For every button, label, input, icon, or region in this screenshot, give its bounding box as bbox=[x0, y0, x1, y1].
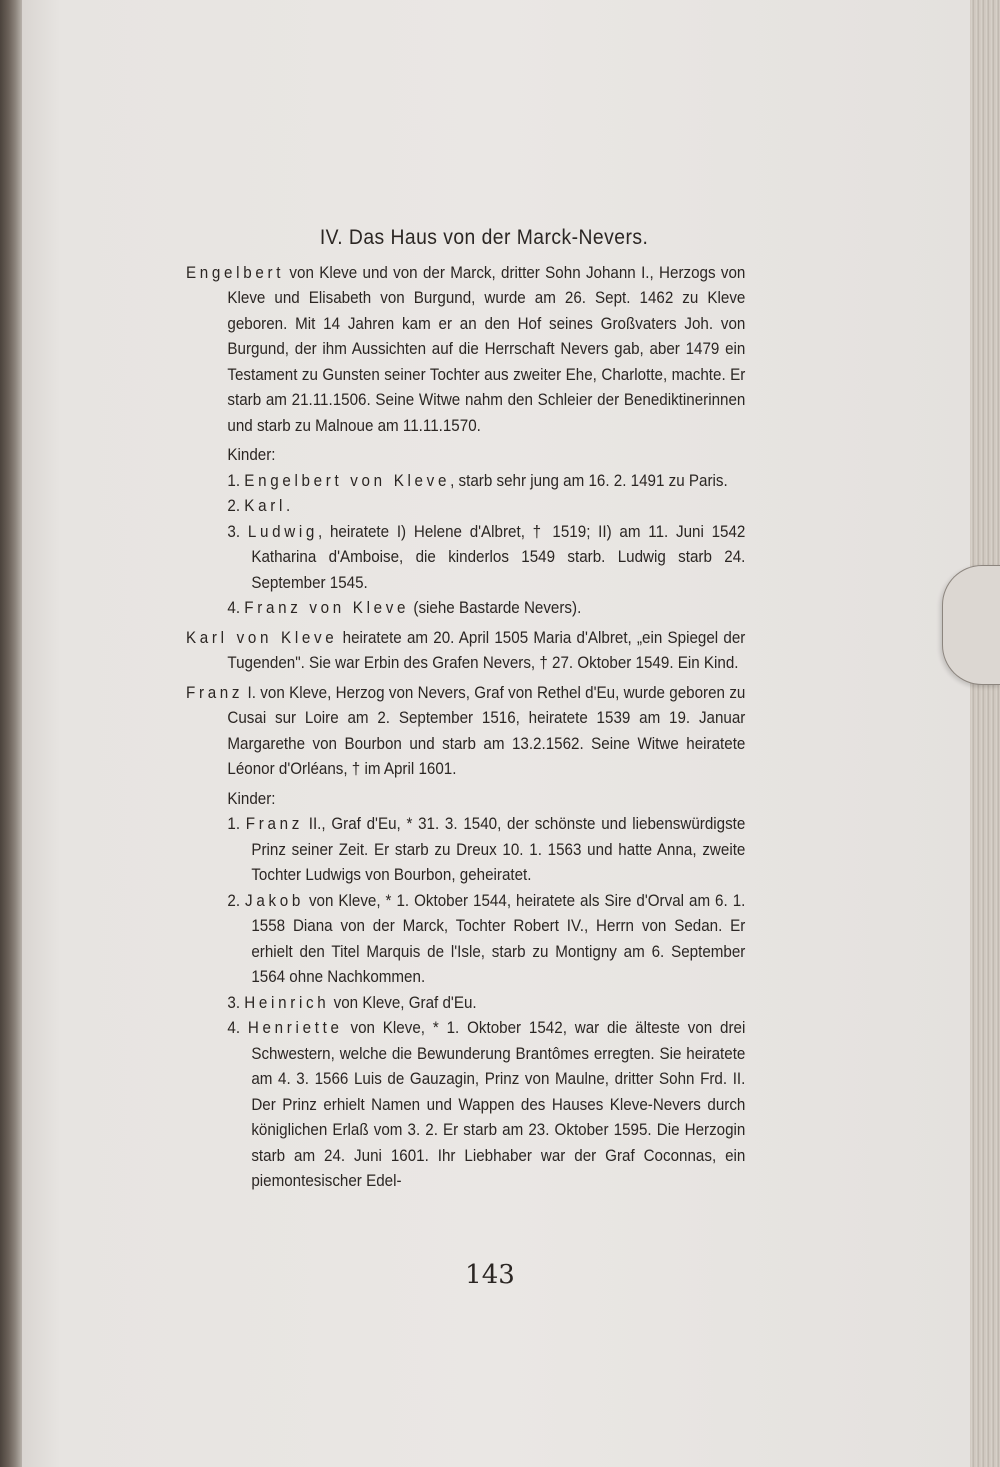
item-name: Franz bbox=[245, 815, 304, 833]
item-number: 2. bbox=[227, 891, 241, 910]
entry-text: I. von Kleve, Herzog von Nevers, Graf von Rethel d'Eu, wurde geboren zu Cusai sur Loire am 2. September 1516, heiratete 1539 am 19. Januar Margarethe von Bourbon und starb am 13.2.1562. Seine Witwe heiratete Léonor d'Orléans, † im April 1601. bbox=[227, 683, 746, 778]
item-text: von Kleve, Graf d'Eu. bbox=[329, 993, 477, 1012]
entry-text: von Kleve und von der Marck, dritter Sohn Johann I., Herzogs von Kleve und Elisabeth von Burgund, wurde am 26. Sept. 1462 zu Kleve geboren. Mit 14 Jahren kam er an den Hof seines Großvaters Joh. von Burgund, der ihm Aussichten auf die Herrschaft Nevers gab, aber 1479 ein Testament zu Gunsten seiner Tochter aus zweiter Ehe, Charlotte, machte. Er starb am 21.11.1506. Seine Witwe nahm den Schleier der Benediktinerinnen und starb zu Malnoue am 11.11.1570. bbox=[227, 263, 746, 435]
item-number: 3. bbox=[227, 522, 241, 541]
entry-karl bbox=[186, 626, 745, 677]
book-binding bbox=[0, 0, 22, 1467]
item-name: Karl bbox=[244, 497, 287, 515]
item-number: 4. bbox=[227, 1019, 241, 1037]
list-item bbox=[186, 520, 745, 597]
list-item bbox=[186, 812, 745, 889]
page-content bbox=[186, 225, 745, 1195]
entry-name: Engelbert bbox=[186, 263, 285, 282]
children-label: Kinder: bbox=[227, 789, 276, 808]
list-item bbox=[186, 469, 745, 495]
bookmark-tab bbox=[942, 565, 1000, 685]
item-name: Heinrich bbox=[244, 993, 330, 1012]
entry-name: Franz bbox=[186, 683, 244, 702]
item-name: Franz von Kleve bbox=[244, 599, 410, 617]
item-name: Engelbert von Kleve bbox=[244, 471, 451, 490]
item-number: 3. bbox=[227, 993, 241, 1012]
item-number: 1. bbox=[227, 471, 241, 490]
item-text: (siehe Bastarde Nevers). bbox=[409, 599, 582, 617]
list-item bbox=[186, 889, 745, 991]
list-item bbox=[186, 596, 745, 622]
entry-name: Karl von Kleve bbox=[186, 628, 338, 647]
item-number: 1. bbox=[227, 815, 241, 833]
item-text: , heiratete I) Helene d'Albret, † 1519; II) am 11. Juni 1542 Katharina d'Amboise, die kinderlos 1549 starb. Ludwig starb 24. September 1545. bbox=[251, 522, 746, 592]
item-text: von Kleve, * 1. Oktober 1544, heiratete als Sire d'Orval am 6. 1. 1558 Diana von der Marck, Tochter Robert IV., Herrn von Sedan. Er erhielt den Titel Marquis de l'Isle, starb zu Montigny am 6. September 1564 ohne Nachkommen. bbox=[251, 891, 746, 986]
item-number: 2. bbox=[227, 497, 241, 515]
item-text: II., Graf d'Eu, * 31. 3. 1540, der schönste und liebenswürdigste Prinz seiner Zeit. Er starb zu Dreux 10. 1. 1563 und hatte Anna, zweite Tochter Ludwigs von Bourbon, geheiratet. bbox=[251, 815, 746, 884]
item-text: . bbox=[286, 497, 291, 515]
item-text: von Kleve, * 1. Oktober 1542, war die älteste von drei Schwestern, welche die Bewunderung Brantômes erregten. Sie heiratete am 4. 3. 1566 Luis de Gauzagin, Prinz von Maulne, dritter Sohn Frd. II. Der Prinz erhielt Namen und Wappen des Hauses Kleve-Nevers durch königlichen Erlaß vom 3. 2. Er starb am 23. Oktober 1595. Die Herzogin starb am 24. Juni 1601. Ihr Liebhaber war der Graf Coconnas, ein piemontesischer Edel- bbox=[251, 1019, 746, 1190]
item-text: , starb sehr jung am 16. 2. 1491 zu Paris. bbox=[450, 471, 728, 490]
entry-text: heiratete am 20. April 1505 Maria d'Albret, „ein Spiegel der Tugenden". Sie war Erbin des Grafen Nevers, † 27. Oktober 1549. Ein Kind. bbox=[227, 628, 746, 672]
entry-franz bbox=[186, 681, 745, 783]
entry-engelbert bbox=[186, 261, 745, 440]
list-item bbox=[186, 494, 745, 520]
item-number: 4. bbox=[227, 599, 241, 617]
page-number: 143 bbox=[465, 1260, 515, 1290]
item-name: Jakob bbox=[245, 891, 304, 910]
list-item bbox=[186, 991, 745, 1017]
item-name: Ludwig bbox=[247, 522, 319, 541]
list-item bbox=[186, 1016, 745, 1195]
chapter-heading: IV. Das Haus von der Marck-Nevers. bbox=[319, 226, 649, 249]
page-edges bbox=[970, 0, 1000, 1467]
children-label: Kinder: bbox=[227, 446, 276, 464]
item-name: Henriette bbox=[247, 1019, 343, 1037]
